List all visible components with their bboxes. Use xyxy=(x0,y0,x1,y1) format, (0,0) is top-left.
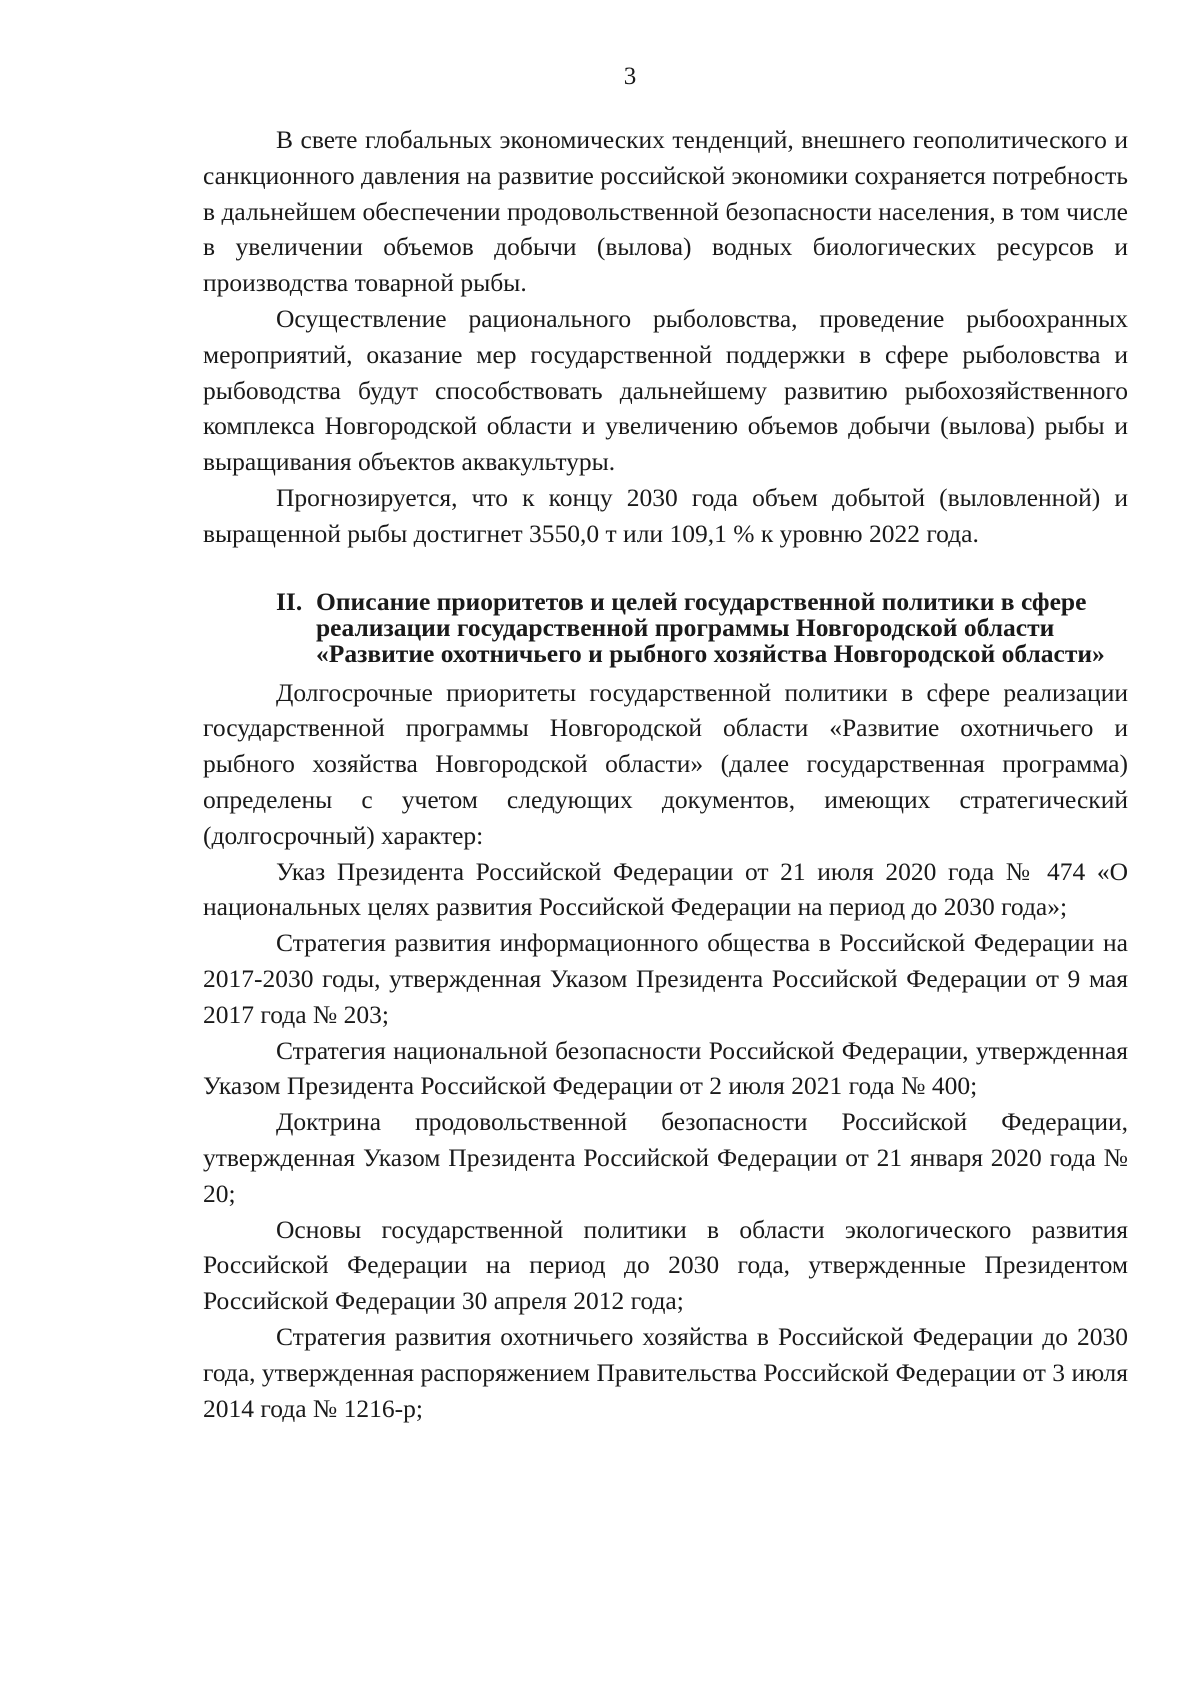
section-number: II. xyxy=(276,586,303,616)
page-number: 3 xyxy=(623,63,637,90)
list-item-decree-474: Указ Президента Российской Федерации от 21 июля 2020 года № 474 «О национальных целях развития Российской Федерации на период до 2030 года»; xyxy=(203,856,1128,922)
section-title: Описание приоритетов и целей государственной политики в сфере реализации государственной программы Новгородской области «Развитие охотничьего и рыбного хозяйства Новгородской области» xyxy=(316,586,1105,668)
paragraph-rational-fishing: Осуществление рационального рыболовства, проведение рыбоохранных мероприятий, оказание мер государственной поддержки в сфере рыболовства и рыбоводства будут способствовать дальнейшему развитию рыбохозяйственного комплекса Новгородской области и увеличению объемов добычи (вылова) рыбы и выращивания объектов аквакультуры. xyxy=(203,303,1128,477)
document-body xyxy=(203,122,1128,1426)
paragraph-food-security: В свете глобальных экономических тенденций, внешнего геополитического и санкционного давления на развитие российской экономики сохраняется потребность в дальнейшем обеспечении продовольственной безопасности населения, в том числе в увеличении объемов добычи (вылова) водных биологических ресурсов и производства товарной рыбы. xyxy=(203,125,1128,298)
list-item-food-security-doctrine: Доктрина продовольственной безопасности Российской Федерации, утвержденная Указом Президента Российской Федерации от 21 января 2020 года № 20; xyxy=(203,1107,1128,1208)
list-item-information-society-strategy: Стратегия развития информационного общества в Российской Федерации на 2017-2030 годы, утвержденная Указом Президента Российской Федерации от 9 мая 2017 года № 203; xyxy=(203,928,1128,1029)
list-item-national-security-strategy: Стратегия национальной безопасности Российской Федерации, утвержденная Указом Президента Российской Федерации от 2 июля 2021 года № 400; xyxy=(203,1035,1128,1101)
paragraph-priorities: Долгосрочные приоритеты государственной политики в сфере реализации государственной программы Новгородской области «Развитие охотничьего и рыбного хозяйства Новгородской области» (далее государственная программа) определены с учетом следующих документов, имеющих стратегический (долгосрочный) характер: xyxy=(203,677,1128,850)
section-heading xyxy=(203,586,1128,668)
paragraph-forecast-2030: Прогнозируется, что к концу 2030 года объем добытой (выловленной) и выращенной рыбы достигнет 3550,0 т или 109,1 % к уровню 2022 года. xyxy=(203,482,1128,548)
list-item-ecological-policy-basics: Основы государственной политики в области экологического развития Российской Федерации на период до 2030 года, утвержденные Президентом Российской Федерации 30 апреля 2012 года; xyxy=(203,1214,1128,1316)
list-item-hunting-strategy: Стратегия развития охотничьего хозяйства в Российской Федерации до 2030 года, утвержденная распоряжением Правительства Российской Федерации от 3 июля 2014 года № 1216-р; xyxy=(203,1321,1128,1423)
